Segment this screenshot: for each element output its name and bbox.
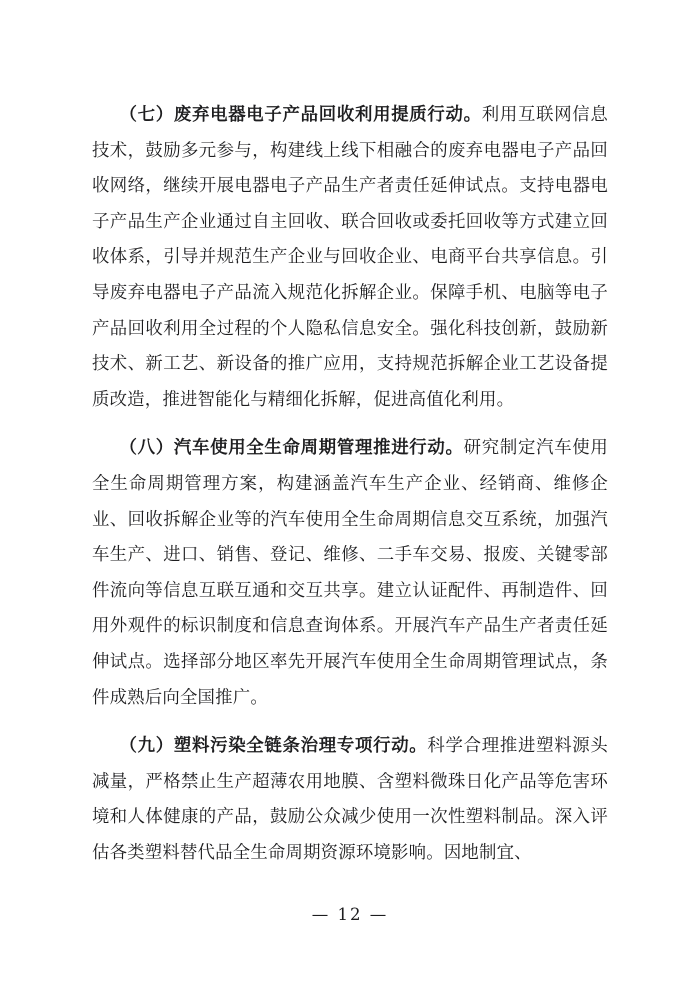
page-footer [0,905,700,924]
paragraph-7 [92,98,608,418]
paragraph-9-body: 科学合理推进塑料源头减量，严格禁止生产超薄农用地膜、含塑料微珠日化产品等危害环境和人体健康的产品，鼓励公众减少使用一次性塑料制品。深入评估各类塑料替代品全生命周期资源环境影响。因地制宜、 [92,736,609,863]
paragraph-8 [92,431,608,716]
document-body [92,98,608,871]
page-number: — 12 — [311,905,389,924]
paragraph-9-heading: （九）塑料污染全链条治理专项行动。 [128,736,428,757]
paragraph-9-indent [92,736,128,756]
paragraph-7-heading: （七）废弃电器电子产品回收利用提质行动。 [128,105,482,125]
paragraph-7-indent [92,105,128,125]
paragraph-7-body: 利用互联网信息技术，鼓励多元参与，构建线上线下相融合的废弃电器电子产品回收网络，继续开展电器电子产品生产者责任延伸试点。支持电器电子产品生产企业通过自主回收、联合回收或委托回收等方式建立回收体系，引导并规范生产企业与回收企业、电商平台共享信息。引导废弃电器电子产品流入规范化拆解企业。保障手机、电脑等电子产品回收利用全过程的个人隐私信息安全。强化科技创新，鼓励新技术、新工艺、新设备的推广应用，支持规范拆解企业工艺设备提质改造，推进智能化与精细化拆解，促进高值化利用。 [92,105,609,410]
paragraph-8-body: 研究制定汽车使用全生命周期管理方案，构建涵盖汽车生产企业、经销商、维修企业、回收拆解企业等的汽车使用全生命周期信息交互系统，加强汽车生产、进口、销售、登记、维修、二手车交易、报废、关键零部件流向等信息互联互通和交互共享。建立认证配件、再制造件、回用外观件的标识制度和信息查询体系。开展汽车产品生产者责任延伸试点。选择部分地区率先开展汽车使用全生命周期管理试点，条件成熟后向全国推广。 [92,438,609,708]
paragraph-9 [92,729,608,871]
paragraph-8-indent [92,438,128,458]
paragraph-8-heading: （八）汽车使用全生命周期管理推进行动。 [128,438,464,459]
